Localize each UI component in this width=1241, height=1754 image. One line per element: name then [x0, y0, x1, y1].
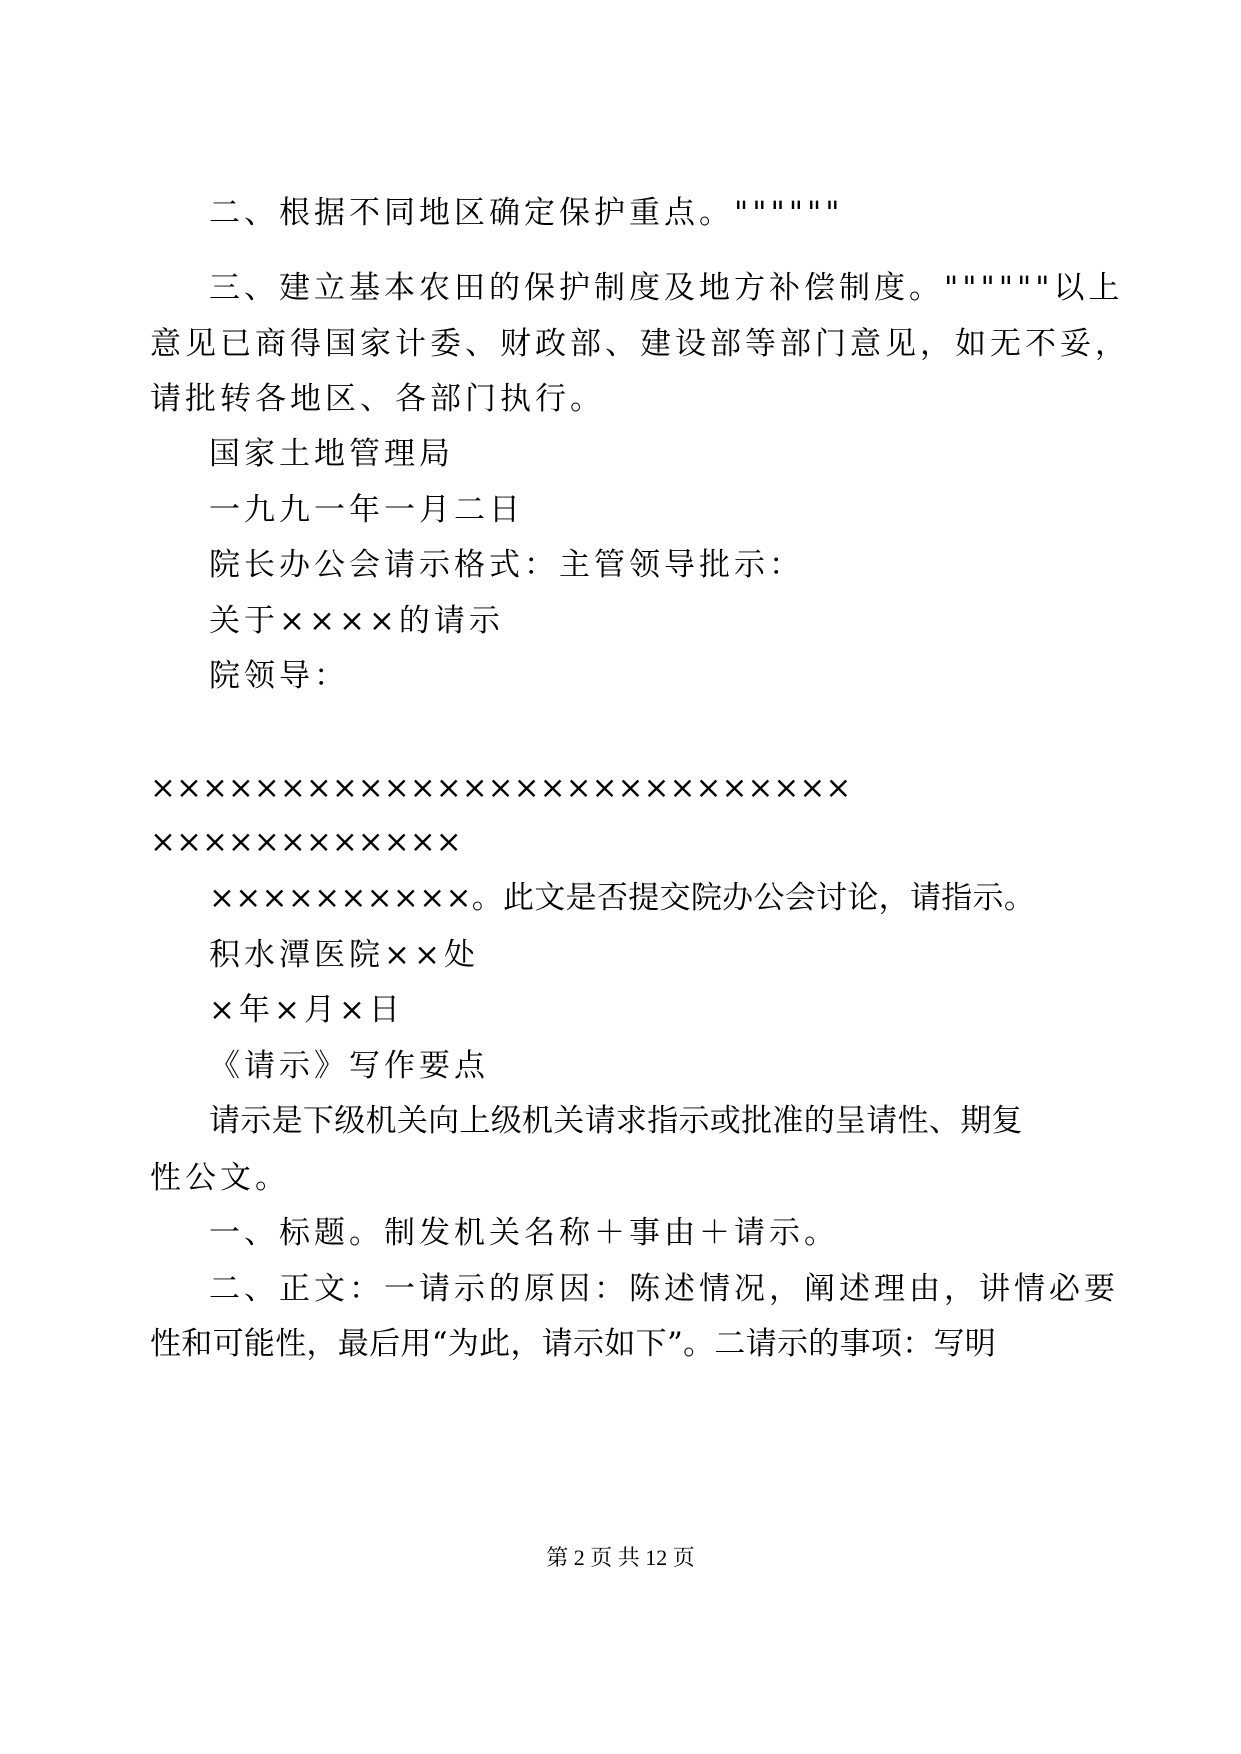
salutation: 院领导： [209, 658, 349, 694]
paragraph-line: 意见已商得国家计委、财政部、建设部等部门意见，如无不妥， [150, 326, 1130, 362]
page-footer: 第 2 页 共 12 页 [546, 1545, 695, 1570]
signature-date: 一九九一年一月二日 [209, 492, 524, 528]
template-title: 关于××××的请示 [209, 603, 504, 639]
paragraph-line: 性公文。 [150, 1160, 290, 1196]
section-heading: 院长办公会请示格式：主管领导批示： [209, 547, 804, 583]
signature-org: 积水潭医院××处 [209, 937, 479, 973]
paragraph-line: ××××××××××。此文是否提交院办公会讨论，请指示。 [209, 880, 1036, 916]
paragraph-line: 三、建立基本农田的保护制度及地方补偿制度。""""""以上 [209, 270, 1124, 306]
paragraph-line: 请批转各地区、各部门执行。 [150, 381, 605, 417]
section-heading: 《请示》写作要点 [209, 1048, 489, 1084]
paragraph-line: 请示是下级机关向上级机关请求指示或批准的呈请性、期复 [209, 1103, 1023, 1139]
placeholder-line: ×××××××××××× [150, 824, 462, 860]
paragraph-line: 二、根据不同地区确定保护重点。"""""" [209, 195, 844, 231]
signature-date: ×年×月×日 [209, 992, 404, 1028]
signature-org: 国家土地管理局 [209, 436, 454, 472]
paragraph-line: 性和可能性，最后用“为此，请示如下”。二请示的事项：写明 [150, 1326, 997, 1362]
paragraph-line: 一、标题。制发机关名称＋事由＋请示。 [209, 1215, 839, 1251]
placeholder-line: ××××××××××××××××××××××××××× [150, 770, 852, 806]
paragraph-line: 二、正文：一请示的原因：陈述情况，阐述理由，讲情必要 [209, 1271, 1119, 1307]
